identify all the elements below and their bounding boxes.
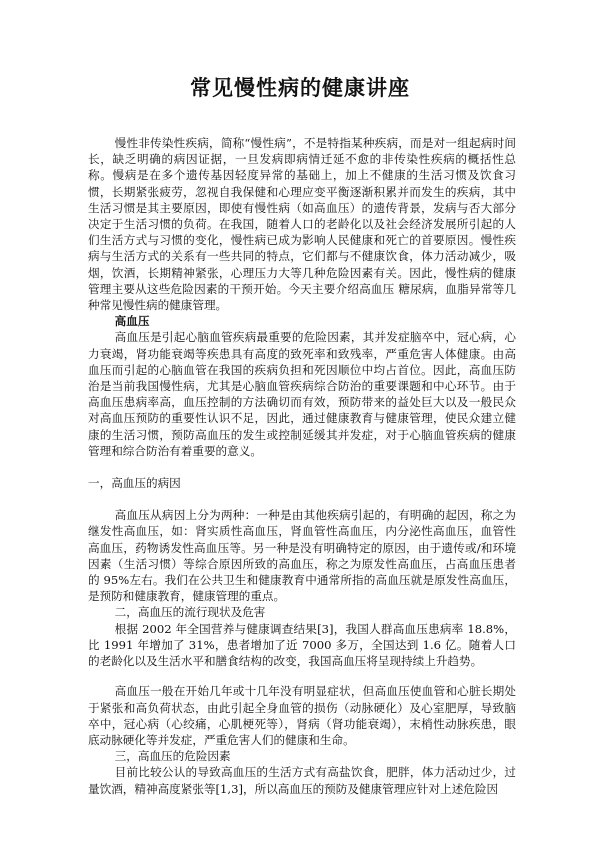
hypertension-heading: 高血压: [114, 314, 150, 329]
section2-heading: 二，高血压的流行现状及危害: [114, 605, 266, 620]
section2-paragraph-1: 根据 2002 年全国营养与健康调查结果[3]，我国人群高血压患病率 18.8%，比 1991 年增加了 31%，患者增加了近 7000 多万，全国达到 1.6 亿。随着人口的老龄化以及生活水平和膳食结构的改变，我国高血压将呈现持续上升趋势。: [88, 621, 516, 669]
section3-heading: 三，高血压的危险因素: [114, 749, 231, 764]
section1-heading: 一，高血压的病因: [88, 476, 181, 491]
section2-paragraph-2: 高血压一般在开始几年或十几年没有明显症状，但高血压使血管和心脏长期处于紧张和高负荷状态，由此引起全身血管的损伤（动脉硬化）及心室肥厚，导致脑卒中，冠心病（心绞痛，心肌梗死等），肾病（肾功能衰竭），末梢性动脉疾患，眼底动脉硬化等并发症，严重危害人们的健康和生命。: [88, 684, 516, 747]
hypertension-intro-paragraph: 高血压是引起心脑血管疾病最重要的危险因素，其并发症脑卒中，冠心病，心力衰竭，肾功能衰竭等疾患具有高度的致死率和致残率，严重危害人体健康。由高血压而引起的心脑血管在我国的疾病负担和死因顺位中均占首位。因此，高血压防治是当前我国慢性病，尤其是心脑血管疾病综合防治的重要课题和中心环节。由于高血压患病率高，血压控制的方法确切而有效，预防带来的益处巨大以及一般民众对高血压预防的重要性认识不足，因此，通过健康教育与健康管理，使民众建立健康的生活习惯，预防高血压的发生或控制延缓其并发症，对于心脑血管疾病的健康管理和综合防治有着重要的意义。: [88, 330, 516, 458]
intro-paragraph: 慢性非传染性疾病，简称“慢性病”，不是特指某种疾病，而是对一组起病时间长，缺乏明确的病因证据，一旦发病即病情迁延不愈的非传染性疾病的概括性总称。慢病是在多个遗传基因轻度异常的基础上，加上不健康的生活习惯及饮食习惯，长期紧张疲劳，忽视自我保健和心理应变平衡逐渐积累并而发生的疾病，其中生活习惯是其主要原因，即使有慢性病（如高血压）的遗传背景，发病与否大部分决定于生活习惯的负荷。在我国，随着人口的老龄化以及社会经济发展所引起的人们生活方式与习惯的变化，慢性病已成为影响人民健康和死亡的首要原因。慢性疾病与生活方式的关系有一些共同的特点，它们都与不健康饮食，体力活动减少，吸烟，饮酒，长期精神紧张，心理压力大等几种危险因素有关。因此，慢性病的健康管理主要从这些危险因素的干预开始。今天主要介绍高血压 糖尿病，血脂异常等几种常见慢性病的健康管理。: [88, 136, 516, 313]
document-title: 常见慢性病的健康讲座: [190, 75, 410, 100]
section3-paragraph: 目前比较公认的导致高血压的生活方式有高盐饮食，肥胖，体力活动过少，过量饮酒，精神高度紧张等[1,3]，所以高血压的预防及健康管理应针对上述危险因: [88, 765, 516, 796]
document-body: [88, 135, 516, 797]
section1-paragraph: 高血压从病因上分为两种：一种是由其他疾病引起的，有明确的起因，称之为继发性高血压，如：肾实质性高血压，肾血管性高血压，内分泌性高血压，血管性高血压，药物诱发性高血压等。另一种是没有明确特定的原因，由于遗传或/和环境因素（生活习惯）等综合原因所致的高血压，称之为原发性高血压，占高血压患者的 95%左右。我们在公共卫生和健康教育中通常所指的高血压就是原发性高血压，是预防和健康教育，健康管理的重点。: [88, 508, 516, 604]
